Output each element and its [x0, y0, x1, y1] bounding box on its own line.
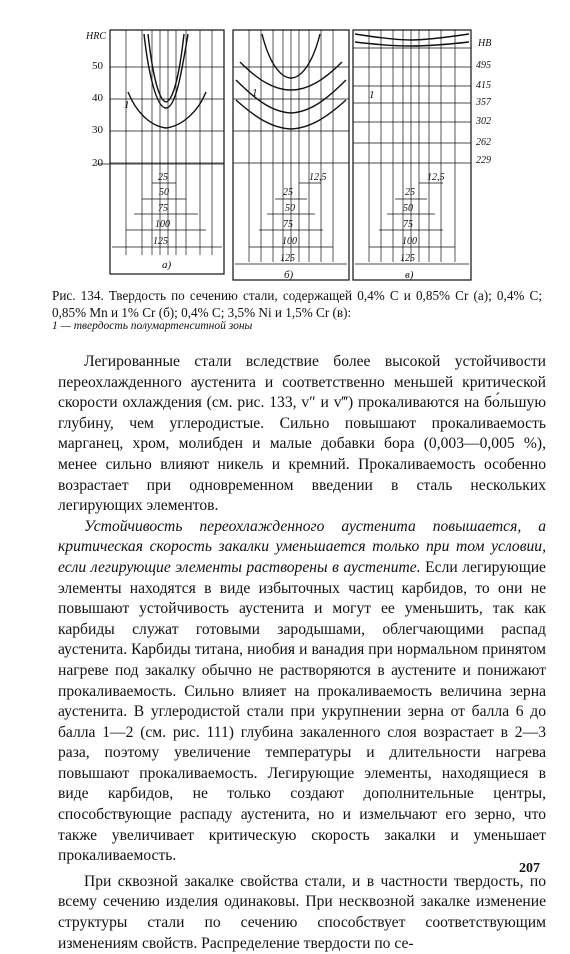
panel-c-width-12-5: 12,5	[427, 172, 445, 183]
panel-a	[96, 30, 224, 274]
panel-a-width-25: 25	[158, 172, 168, 183]
hb-tick-415: 415	[476, 80, 491, 91]
y-tick-40: 40	[92, 92, 103, 104]
panel-a-label: а)	[162, 259, 172, 271]
hb-tick-262: 262	[476, 137, 491, 148]
panel-c-label: в)	[405, 269, 414, 281]
hb-tick-302: 302	[476, 116, 491, 127]
panel-c-width-100: 100	[402, 236, 417, 247]
panel-b-label: б)	[284, 269, 294, 281]
paragraph-1: Легированные стали вследствие более высокой устойчивости переохлажденного аустенита и соответственно меньшей критической скорости охлаждения (см. рис. 133, v″ и v‴) прокаливаются на бо́льшую глубину, чем углеродистые. Сильно повышают прокаливаемость марганец, хром, молибден и малые добавки бора (0,003—0,005 %), менее сильно влияют никель и кремний. Прокаливаемость особенно возрастает при одновременном введении в сталь нескольких легирующих элементов.	[58, 353, 546, 515]
paragraph-3: При сквозной закалке свойства стали, и в частности твердость, по всему сечению изделия одинаковы. При несквозной закалке изменение структуры стали по сечению способствует соответствующим изменениям свойств. Распределение твердости по се-	[58, 872, 546, 952]
panel-b-width-50: 50	[285, 203, 295, 214]
panel-c-width-25: 25	[405, 187, 415, 198]
panel-a-width-125: 125	[153, 236, 168, 247]
panel-a-width-50: 50	[159, 187, 169, 198]
panel-a-curve-label: 1	[124, 99, 130, 111]
panel-b	[233, 30, 349, 281]
panel-c-width-75: 75	[403, 219, 413, 230]
hb-tick-495: 495	[476, 60, 491, 71]
panel-a-width-100: 100	[155, 219, 170, 230]
y-tick-50: 50	[92, 60, 103, 72]
panel-b-width-75: 75	[283, 219, 293, 230]
paragraph-2	[58, 517, 546, 867]
panel-c-width-125: 125	[400, 253, 415, 264]
panel-b-width-100: 100	[282, 236, 297, 247]
y-tick-30: 30	[92, 124, 103, 136]
y-axis-unit-hrc: HRC	[86, 31, 106, 42]
figure-caption-note: 1 — твердость полумартенситной зоны	[52, 320, 253, 332]
y-axis-unit-hb: HB	[478, 38, 492, 49]
paragraph-2-text: Если легирующие элементы находятся в виде избыточных частиц карбидов, то они не повышают устойчивость аустенита и могут ее уменьшить, так как карбиды служат готовыми зародышами, облегчающими распад аустенита. Карбиды титана, ниобия и ванадия при нормальном принятом нагреве под закалку обычно не растворяются в аустените и понижают прокаливаемость. Сильно влияет на прокаливаемость величина зерна аустенита. В углеродистой стали при укрупнении зерна от балла 6 до балла 1—2 (см. рис. 111) глубина закаленного слоя возрастает в 2—3 раза, поэтому увеличение температуры и длительности нагрева повышают прокаливаемость. Легирующие элементы, находящиеся в виде карбидов, не только создают дополнительные центры, способствующие распаду аустенита, но и измельчают его зерно, что также увеличивает критическую скорость закалки и уменьшает прокаливаемость.	[58, 558, 546, 865]
panel-c-curves	[355, 34, 469, 46]
hb-tick-357: 357	[476, 97, 491, 108]
panel-c-curve-label: 1	[369, 89, 375, 101]
page-number: 207	[519, 861, 540, 876]
panel-b-width-12-5: 12,5	[309, 172, 327, 183]
figure-caption: Рис. 134. Твердость по сечению стали, содержащей 0,4% C и 0,85% Cr (а); 0,4% C; 0,85% Mn и 1% Cr (б); 0,4% C; 3,5% Ni и 1,5% Cr (в):	[52, 288, 542, 320]
body-text	[58, 352, 546, 954]
panel-a-width-75: 75	[158, 203, 168, 214]
hb-tick-229: 229	[476, 155, 491, 166]
panel-b-width-125: 125	[280, 253, 295, 264]
panel-b-width-25: 25	[283, 187, 293, 198]
panel-a-curves	[128, 34, 206, 128]
hardness-figure	[0, 0, 570, 285]
paragraph-2-emphasis: Устойчивость переохлажденного аустенита повышается, а критическая скорость закалки уменьшается только при том условии, если легирующие элементы растворены в аустените.	[58, 517, 546, 576]
panel-c	[353, 30, 471, 281]
panel-b-curve-label: 1	[252, 87, 258, 99]
panel-c-width-50: 50	[403, 203, 413, 214]
y-tick-20: 20	[92, 157, 103, 169]
